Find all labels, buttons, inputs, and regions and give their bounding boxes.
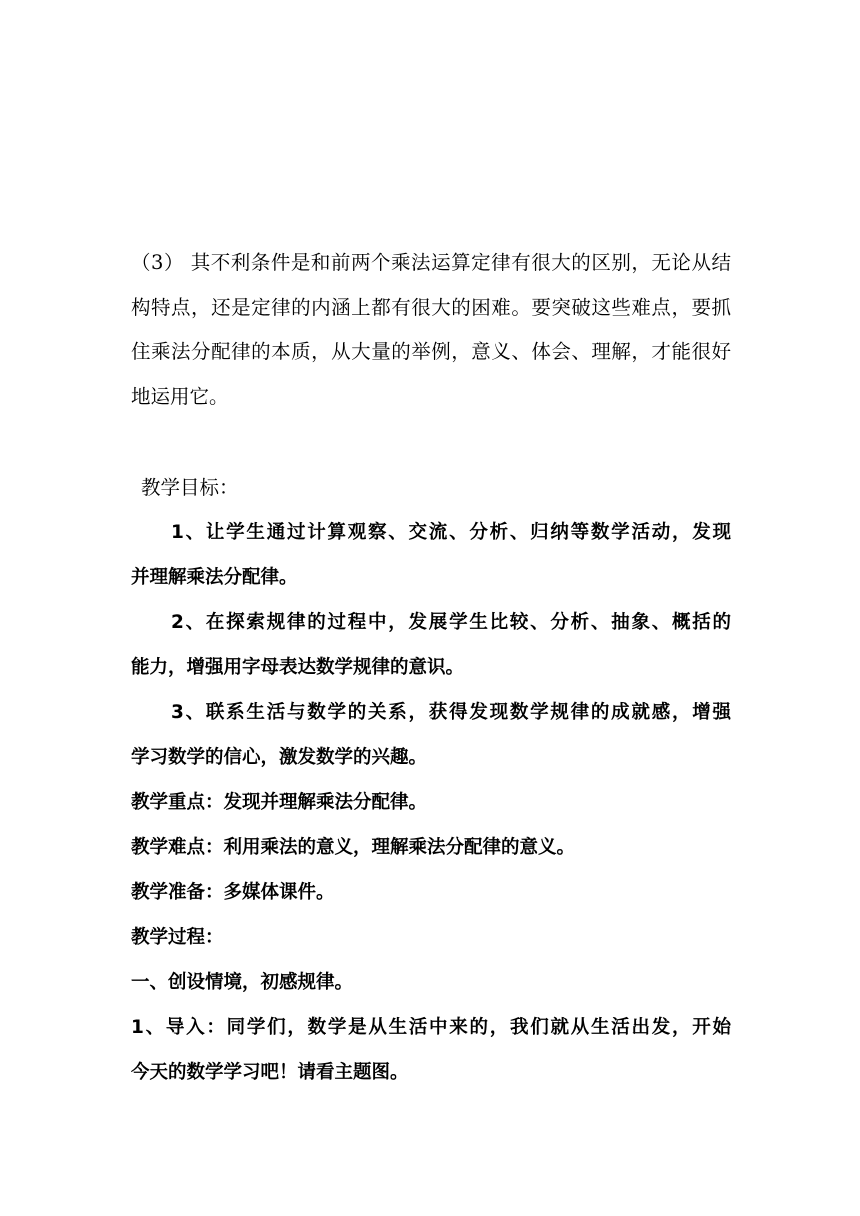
- process-section-1-title: 一、创设情境，初感规律。: [131, 972, 354, 993]
- objective-3-line-2: 学习数学的信心，激发数学的兴趣。: [131, 747, 428, 768]
- objective-2-line-2: 能力，增强用字母表达数学规律的意识。: [131, 657, 465, 678]
- preparation: 教学准备：多媒体课件。: [131, 882, 335, 903]
- objective-3-line-1: 3、联系生活与数学的关系，获得发现数学规律的成就感，增强: [171, 702, 731, 723]
- intro-line-3: 住乘法分配律的本质，从大量的举例，意义、体会、理解，才能很好: [131, 340, 731, 363]
- difficult-point: 教学难点：利用乘法的意义，理解乘法分配律的意义。: [131, 837, 576, 858]
- process-step-1-line-1: 1、导入：同学们，数学是从生活中来的，我们就从生活出发，开始: [131, 1017, 731, 1038]
- key-point: 教学重点：发现并理解乘法分配律。: [131, 792, 428, 813]
- intro-line-1: （3） 其不利条件是和前两个乘法运算定律有很大的区别，无论从结: [131, 251, 731, 274]
- intro-line-4: 地运用它。: [131, 385, 229, 408]
- objectives-heading: 教学目标：: [141, 476, 239, 499]
- process-heading: 教学过程：: [131, 927, 224, 948]
- objective-1-line-2: 并理解乘法分配律。: [131, 567, 298, 588]
- objective-2-line-1: 2、在探索规律的过程中，发展学生比较、分析、抽象、概括的: [171, 612, 731, 633]
- intro-line-2: 构特点，还是定律的内涵上都有很大的困难。要突破这些难点，要抓: [131, 296, 731, 319]
- process-step-1-line-2: 今天的数学学习吧！请看主题图。: [131, 1062, 409, 1083]
- objective-1-line-1: 1、让学生通过计算观察、交流、分析、归纳等数学活动，发现: [171, 522, 731, 543]
